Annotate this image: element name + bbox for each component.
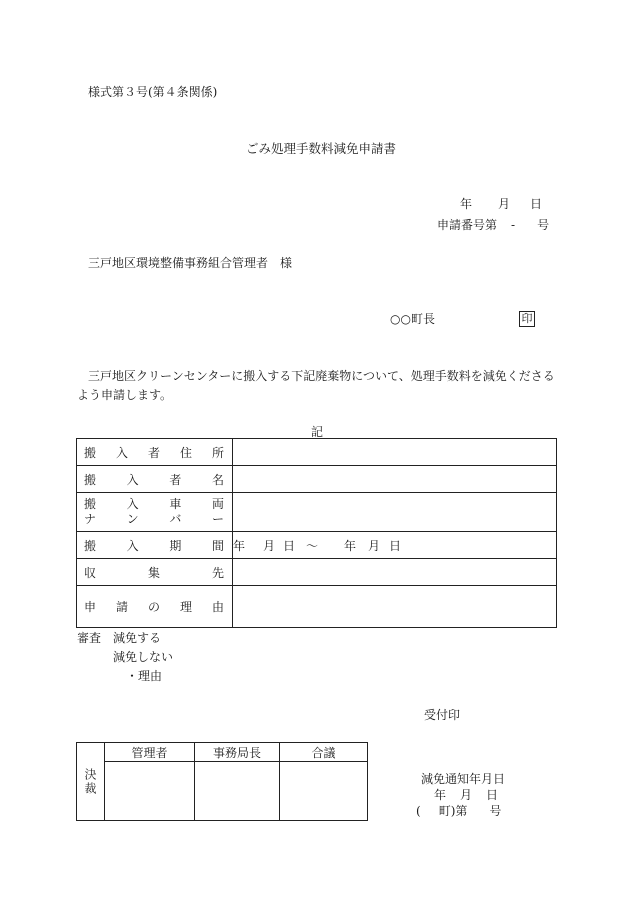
label-address: 搬 入 者 住 所 [77,439,233,466]
table-row [77,466,557,493]
date-month: 月 [498,197,511,211]
header-manager: 管理者 [105,743,195,762]
table-row [77,762,368,821]
label-name: 搬 入 者 名 [77,466,233,493]
decision-side-label: 決裁 [77,743,105,821]
label-reason: 申 請 の 理 由 [77,586,233,628]
value-name[interactable] [233,466,557,493]
table-row [77,493,557,532]
receipt-stamp-label: 受付印 [424,708,461,722]
application-number-prefix: 申請番号第 [437,218,498,232]
applicant-name: ○○町長 [390,312,435,326]
notice-number-line: ( 町)第 号 [416,804,502,818]
notice-date-label: 減免通知年月日 [421,772,506,786]
table-row [77,743,368,762]
body-text-line-2: よう申請します。 [77,388,173,402]
date-year: 年 [460,197,473,211]
stamp-box-consultation[interactable] [280,762,368,821]
header-secretary-general: 事務局長 [195,743,280,762]
application-number [437,219,549,231]
label-vehicle-number: 搬 入 車 両 ナ ン バ ー [77,493,233,532]
date-line [460,198,542,210]
label-period: 搬 入 期 間 [77,532,233,559]
application-number-suffix: 号 [537,218,550,232]
review-option-exempt: 減免する [113,631,162,645]
label-collection: 収 集 先 [77,559,233,586]
review-option-not-exempt: 減免しない [113,650,174,664]
value-collection[interactable] [233,559,557,586]
addressee: 三戸地区環境整備事務組合管理者 様 [88,256,293,270]
date-day: 日 [530,197,543,211]
review-label: 審査 [77,631,102,645]
value-reason[interactable] [233,586,557,628]
body-text-line-1: 三戸地区クリーンセンターに搬入する下記廃棄物について、処理手数料を減免くださる [88,369,555,383]
value-vehicle-number[interactable] [233,493,557,532]
form-number: 様式第３号(第４条関係) [88,85,218,99]
stamp-box-secretary-general[interactable] [195,762,280,821]
value-period[interactable]: 年 月 日 ～ 年 月 日 [233,532,557,559]
seal-mark: 印 [519,311,535,327]
review-reason: ・理由 [126,669,163,683]
application-number-dash: - [511,218,516,232]
decision-table [76,742,368,821]
ki-heading: 記 [311,425,324,439]
header-consultation: 合議 [280,743,368,762]
value-address[interactable] [233,439,557,466]
notice-date-line: 年 月 日 [434,788,499,802]
document-title: ごみ処理手数料減免申請書 [246,141,397,156]
application-table [76,438,557,628]
stamp-box-manager[interactable] [105,762,195,821]
table-row [77,586,557,628]
table-row [77,439,557,466]
table-row [77,559,557,586]
table-row [77,532,557,559]
